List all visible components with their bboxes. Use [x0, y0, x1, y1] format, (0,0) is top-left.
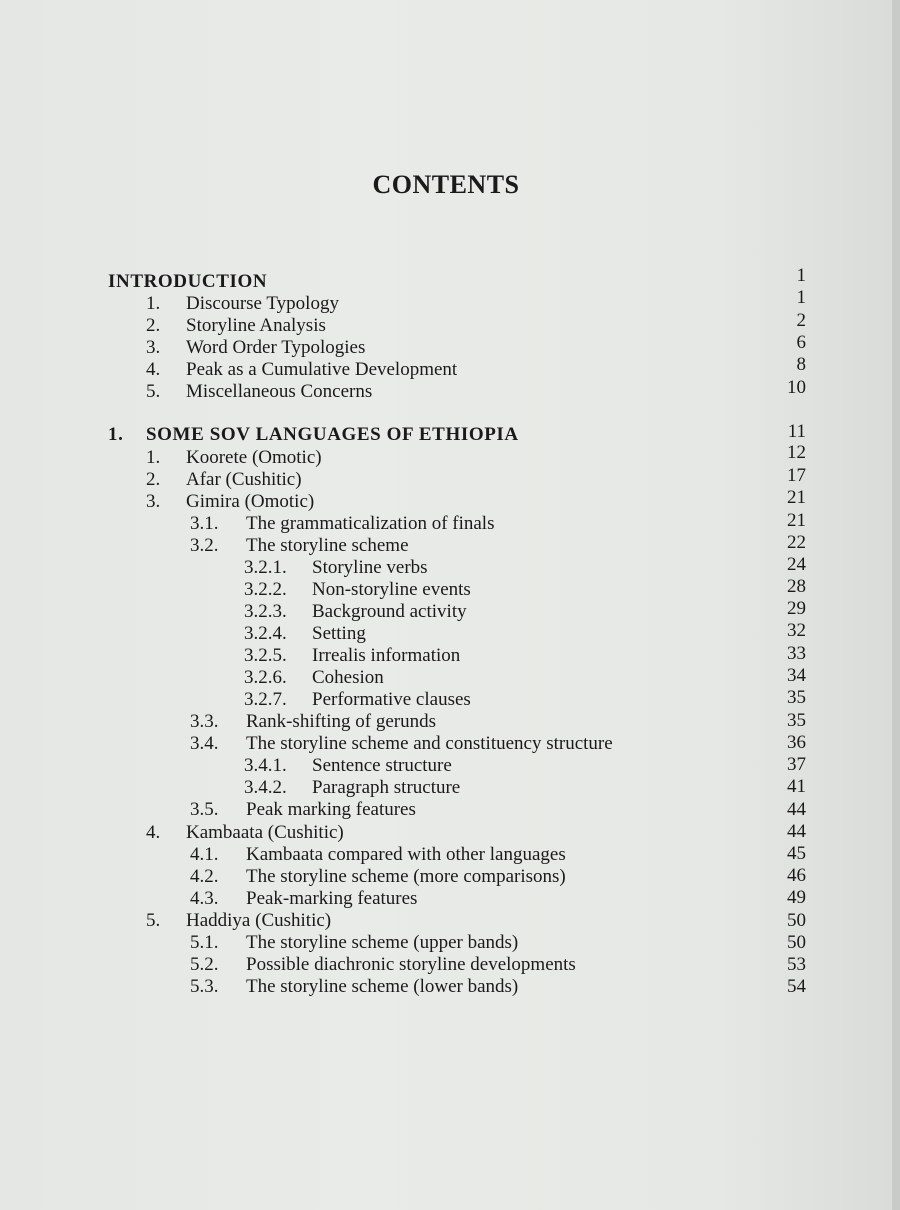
toc-page-number: 1: [796, 287, 806, 308]
toc-entry: [0, 755, 892, 777]
toc-entry: [0, 332, 892, 359]
toc-entry-number: 5.3.: [190, 976, 219, 997]
toc-entry-title: Miscellaneous Concerns: [186, 381, 373, 402]
toc-entry-title: Sentence structure: [312, 755, 452, 776]
toc-page-number: 53: [787, 954, 806, 975]
toc-page-number: 50: [787, 910, 806, 931]
toc-entry-title: Kambaata compared with other languages: [246, 844, 566, 865]
toc-entry-title: Setting: [312, 623, 366, 644]
toc-entry-title: Irrealis information: [312, 645, 461, 666]
toc-entry-title: Peak marking features: [246, 799, 416, 820]
toc-entry-number: 3.5.: [190, 799, 219, 820]
toc-entry-number: 3.: [146, 337, 161, 358]
toc-page-number: 11: [787, 421, 806, 442]
toc-page-number: 24: [787, 554, 806, 575]
toc-entry-title: Afar (Cushitic): [186, 469, 302, 490]
toc-page-number: 21: [787, 487, 806, 508]
toc-entry-title: The storyline scheme: [246, 535, 409, 556]
toc-entry-title: The storyline scheme and constituency structure: [246, 733, 613, 754]
toc-entry-number: 3.2.1.: [244, 557, 287, 578]
toc-entry: [0, 888, 892, 910]
toc-entry: [0, 442, 892, 469]
toc-entry-number: 5.1.: [190, 932, 219, 953]
toc-entry: [0, 510, 892, 535]
toc-entry: [0, 465, 892, 491]
toc-entry-number: 1.: [146, 293, 161, 314]
toc-page-number: 45: [787, 843, 806, 864]
toc-entry-title: Koorete (Omotic): [186, 447, 322, 468]
toc-entry-title: The storyline scheme (upper bands): [246, 932, 519, 953]
toc-entry-title: The storyline scheme (more comparisons): [246, 866, 566, 887]
toc-entry-number: 1.: [146, 447, 161, 468]
toc-chapter-heading: [0, 421, 892, 446]
toc-entry-number: 4.: [146, 822, 161, 843]
toc-page-number: 21: [787, 510, 806, 531]
toc-page-number: 36: [787, 732, 806, 753]
toc-page-number: 44: [787, 821, 806, 842]
toc-chapter-heading: [0, 265, 892, 293]
toc-page-number: 22: [787, 532, 806, 553]
toc-entry-number: 3.2.3.: [244, 601, 287, 622]
toc-entry-number: 3.2.7.: [244, 689, 287, 710]
toc-entry: [0, 354, 892, 381]
toc-entry: [0, 554, 892, 579]
page-title: CONTENTS: [372, 170, 520, 199]
toc-entry-number: 3.2.4.: [244, 623, 287, 644]
toc-entry-title: Performative clauses: [312, 689, 471, 710]
toc-entry: [0, 620, 892, 645]
toc-entry: [0, 954, 892, 976]
toc-entry-number: 5.: [146, 910, 161, 931]
toc-page-number: 33: [787, 643, 806, 664]
toc-entry: [0, 910, 892, 932]
toc-page-number: 32: [787, 620, 806, 641]
toc-entry: [0, 487, 892, 513]
toc-entry-number: 4.: [146, 359, 161, 380]
toc-entry: [0, 645, 892, 667]
toc-page-number: 37: [787, 754, 806, 775]
toc-entry-title: Possible diachronic storyline developments: [246, 954, 576, 975]
toc-entry-number: 3.4.2.: [244, 777, 287, 798]
toc-entry-title: The storyline scheme (lower bands): [246, 976, 519, 997]
toc-entry: [0, 932, 892, 954]
toc-entry-title: Peak as a Cumulative Development: [186, 359, 458, 380]
toc-entry-number: 3.2.2.: [244, 579, 287, 600]
toc-entry: [0, 287, 892, 315]
toc-page-number: 1: [796, 265, 806, 286]
toc-entry-title: SOME SOV LANGUAGES OF ETHIOPIA: [146, 424, 519, 445]
toc-entry-number: 4.3.: [190, 888, 219, 909]
toc-page-number: 46: [787, 865, 806, 886]
toc-entry-number: 3.4.1.: [244, 755, 287, 776]
page-edge: [892, 0, 900, 1210]
toc-entry-number: 2.: [146, 469, 161, 490]
toc-entry: [0, 310, 892, 337]
toc-page-number: 34: [787, 665, 806, 686]
toc-entry-title: Cohesion: [312, 667, 384, 688]
toc-page-number: 2: [796, 310, 806, 331]
toc-entry: [0, 377, 892, 403]
toc-page-number: 10: [787, 377, 806, 398]
toc-entry-number: 4.1.: [190, 844, 219, 865]
toc-entry-number: 2.: [146, 315, 161, 336]
toc-entry-number: 3.1.: [190, 513, 219, 534]
toc-page-number: 8: [796, 354, 806, 375]
toc-entry-title: Rank-shifting of gerunds: [246, 711, 436, 732]
toc-entry: [0, 598, 892, 623]
toc-page-number: 29: [787, 598, 806, 619]
toc-entry-title: Gimira (Omotic): [186, 491, 315, 512]
toc-entry: [0, 844, 892, 866]
toc-page-number: 6: [796, 332, 806, 353]
toc-entry: [0, 976, 892, 998]
toc-page-number: 54: [787, 976, 806, 997]
toc-entry-title: Haddiya (Cushitic): [186, 910, 332, 931]
toc-entry-title: Discourse Typology: [186, 293, 339, 314]
toc-entry: [0, 799, 892, 821]
toc-entry: [0, 689, 892, 711]
toc-entry-number: 3.2.5.: [244, 645, 287, 666]
toc-entry-title: Paragraph structure: [312, 777, 461, 798]
toc-entry-title: The grammaticalization of finals: [246, 513, 495, 534]
toc-entry: [0, 733, 892, 755]
toc-entry: [0, 777, 892, 799]
toc-page-number: 17: [787, 465, 806, 486]
toc-page-number: 49: [787, 887, 806, 908]
toc-entry-number: 3.2.6.: [244, 667, 287, 688]
toc-entry-number: 5.2.: [190, 954, 219, 975]
toc-entry-title: Word Order Typologies: [186, 337, 366, 358]
toc-entry: [0, 576, 892, 601]
toc-entry: [0, 667, 892, 689]
toc-page-number: 50: [787, 932, 806, 953]
toc-page-number: 35: [787, 710, 806, 731]
toc-page-number: 41: [787, 776, 806, 797]
toc-entry-number: 3.3.: [190, 711, 219, 732]
toc-entry: [0, 822, 892, 844]
toc-entry-title: INTRODUCTION: [108, 271, 268, 292]
toc-entry-number: 1.: [108, 424, 124, 445]
toc-entry: [0, 532, 892, 557]
toc-page-number: 12: [787, 442, 806, 463]
toc-entry-title: Kambaata (Cushitic): [186, 822, 344, 843]
toc-entry-title: Storyline Analysis: [186, 315, 326, 336]
toc-entry-number: 4.2.: [190, 866, 219, 887]
toc-entry: [0, 866, 892, 888]
toc-entry-number: 5.: [146, 381, 161, 402]
toc-entry-title: Storyline verbs: [312, 557, 428, 578]
toc-page-number: 44: [787, 799, 806, 820]
toc-page-number: 28: [787, 576, 806, 597]
toc-page-number: 35: [787, 687, 806, 708]
toc-entry-number: 3.4.: [190, 733, 219, 754]
toc-entry-title: Peak-marking features: [246, 888, 418, 909]
toc-entry: [0, 711, 892, 733]
toc-entry-number: 3.: [146, 491, 161, 512]
toc-entry-title: Non-storyline events: [312, 579, 471, 600]
toc-entry-title: Background activity: [312, 601, 467, 622]
toc-entry-number: 3.2.: [190, 535, 219, 556]
